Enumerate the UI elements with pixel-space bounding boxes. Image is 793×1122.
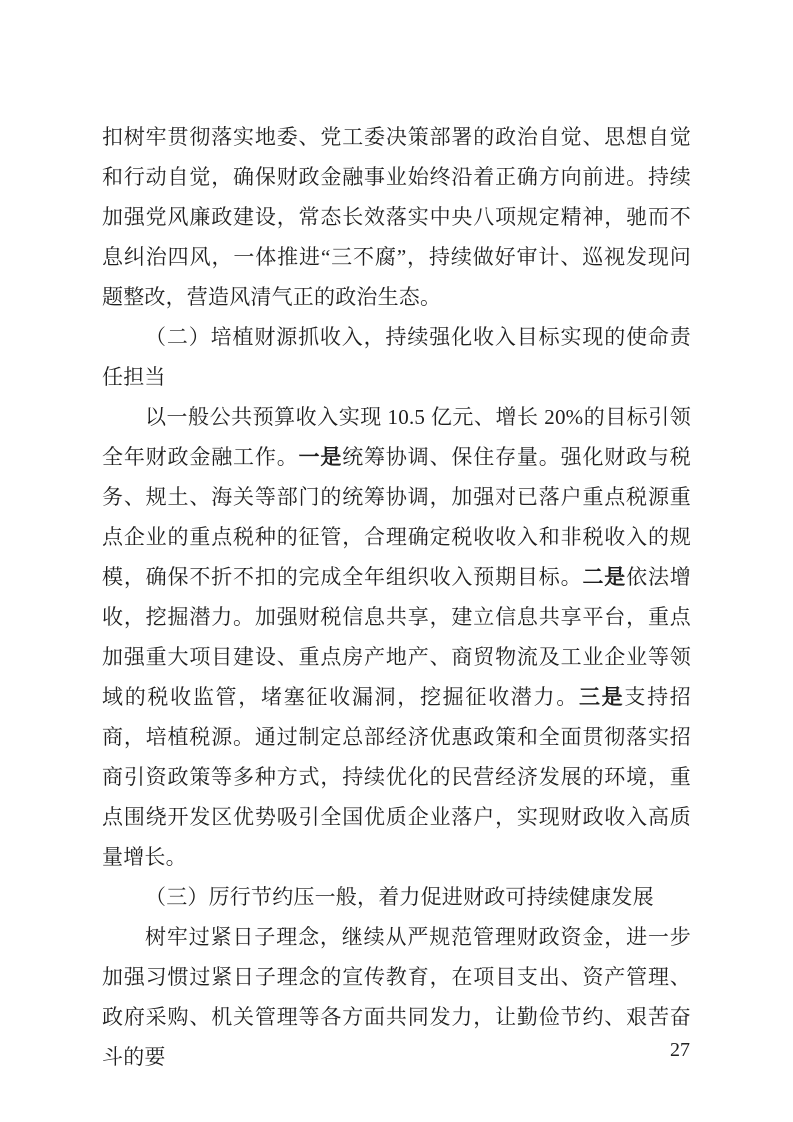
page-number: 27 bbox=[670, 1039, 690, 1061]
revenue-point-2-marker: 二是 bbox=[582, 565, 627, 589]
paragraph-frugality: 树牢过紧日子理念，继续从严规范管理财政资金，进一步加强习惯过紧日子理念的宣传教育，在项目支出、资产管理、政府采购、机关管理等各方面共同发力，让勤俭节约、艰苦奋斗的要 bbox=[102, 925, 691, 1069]
paragraph-political-discipline: 扣树牢贯彻落实地委、党工委决策部署的政治自觉、思想自觉和行动自觉，确保财政金融事业始终沿着正确方向前进。持续加强党风廉政建设，常态长效落实中央八项规定精神，驰而不息纠治四风，一体推进“三不腐”，持续做好审计、巡视发现问题整改，营造风清气正的政治生态。 bbox=[102, 125, 691, 309]
revenue-point-1-marker: 一是 bbox=[298, 445, 343, 469]
revenue-point-3-marker: 三是 bbox=[578, 685, 625, 709]
revenue-point-3-text: 支持招商，培植税源。通过制定总部经济优惠政策和全面贯彻落实招商引资政策等多种方式，持续优化的民营经济发展的环境，重点围绕开发区优势吸引全国优质企业落户，实现财政收入高质量增长。 bbox=[102, 685, 691, 869]
revenue-point-1-text: 统筹协调、保住存量。强化财政与税务、规土、海关等部门的统筹协调，加强对已落户重点税源重点企业的重点税种的征管，合理确定税收收入和非税收入的规模，确保不折不扣的完成全年组织收入预期目标。 bbox=[102, 445, 691, 589]
paragraph-revenue bbox=[102, 397, 691, 877]
revenue-point-2-text: 依法增收，挖掘潜力。加强财税信息共享，建立信息共享平台，重点加强重大项目建设、重点房产地产、商贸物流及工业企业等领域的税收监管，堵塞征收漏洞，挖掘征收潜力。 bbox=[102, 565, 691, 709]
section-heading-3: （三）厉行节约压一般，着力促进财政可持续健康发展 bbox=[145, 885, 654, 909]
section-heading-2: （二）培植财源抓收入，持续强化收入目标实现的使命责任担当 bbox=[102, 325, 691, 389]
revenue-intro-text: 以一般公共预算收入实现 10.5 亿元、增长 20%的目标引领全年财政金融工作。 bbox=[102, 405, 691, 469]
document-body bbox=[102, 117, 691, 1077]
